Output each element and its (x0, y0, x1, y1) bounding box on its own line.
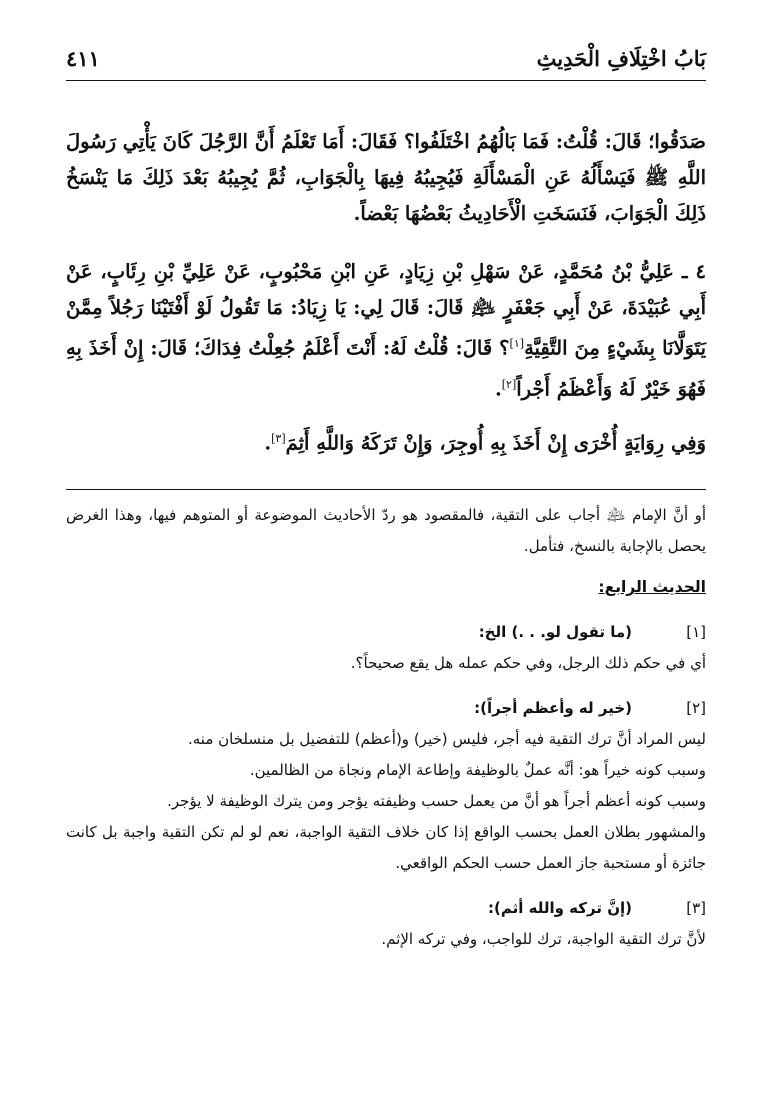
main-text (66, 124, 706, 462)
paragraph-3 (66, 421, 706, 462)
footnote-2-line: وسبب كونه أعظم أجراً هو أنَّ من يعمل حسب وظيفته يؤجر ومن يترك الوظيفة لا يؤجر. (167, 792, 706, 810)
footnote-2-number: [٢] (686, 699, 706, 717)
page-number: ٤١١ (66, 46, 100, 71)
footnote-ref-2[interactable]: [٢] (501, 377, 517, 391)
footnote-1 (66, 617, 706, 679)
footnote-3-number: [٣] (686, 899, 706, 917)
footnote-ref-1[interactable]: [١] (509, 337, 525, 350)
footnote-ref-3[interactable]: [٣] (271, 432, 286, 445)
footnote-3-line: لأنَّ ترك التقية الواجبة، ترك للواجب، وفي تركه الإثم. (381, 930, 706, 948)
footnotes (66, 500, 706, 955)
footnote-2 (66, 693, 706, 879)
paragraph-2-text-a: ٤ ـ عَلِيُّ بْنُ مُحَمَّدٍ، عَنْ سَهْلِ بْنِ زِيَادٍ، عَنِ ابْنِ مَحْبُوبٍ، عَنْ عَلِيِّ بْنِ رِئَابٍ، عَنْ أَبِي عُبَيْدَةَ، عَنْ أَبِي جَعْفَرٍ ﵇ قَالَ: قَالَ لِي: يَا زِيَادُ: مَا تَقُولُ لَوْ أَفْتَيْنَا رَجُلاً مِمَّنْ يَتَوَلَّانَا بِشَيْءٍ مِنَ التَّقِيَّةِ (66, 260, 706, 360)
footnote-1-head (66, 617, 706, 648)
paragraph-2 (66, 254, 706, 407)
footnote-intro: أو أنَّ الإمام ﵇ أجاب على التقية، فالمقصود هو ردّ الأحاديث الموضوعة أو المتوهم فيها، وهذا الغرض يحصل بالإجابة بالنسخ، فتأمل. (66, 506, 706, 555)
footnote-2-line: ليس المراد أنَّ ترك التقية فيه أجر، فليس (خير) و(أعظم) للتفضيل بل منسلخان منه. (188, 730, 706, 748)
footnote-3-head (66, 893, 706, 924)
paragraph-3-text-b: . (264, 431, 272, 455)
footnote-1-line: أي في حكم ذلك الرجل، وفي حكم عمله هل يقع صحيحاً؟. (350, 654, 706, 672)
footnote-3-label: (إنَّ تركه والله أثم): (488, 899, 632, 917)
footnote-2-line: والمشهور بطلان العمل بحسب الواقع إذا كان خلاف التقية الواجبة، نعم لو لم تكن التقية واجبة بل كانت جائزة أو مستحبة جاز العمل حسب الحكم الواقعي. (66, 823, 706, 872)
footnote-2-label: (خير له وأعظم أجراً): (474, 699, 632, 717)
paragraph-2-text-c: . (494, 377, 502, 400)
paragraph-2-text-b: ؟ قَالَ: قُلْتُ لَهُ: أَنْتَ أَعْلَمُ جُعِلْتُ فِدَاكَ؛ قَالَ: إِنْ أَخَذَ بِهِ فَهُوَ خَيْرٌ لَهُ وَأَعْظَمُ أَجْراً (66, 336, 706, 400)
footnote-2-head (66, 693, 706, 724)
chapter-title: بَابُ اخْتِلَافِ الْحَدِيثِ (536, 46, 706, 71)
page-header (66, 42, 706, 81)
footnote-1-label: (ما تقول لو. . .) الخ: (478, 623, 632, 641)
paragraph-3-text-a: وَفِي رِوَايَةٍ أُخْرَى إِنْ أَخَذَ بِهِ أُوجِرَ، وَإِنْ تَرَكَهُ وَاللَّهِ أَثِمَ (285, 431, 706, 455)
footnote-3 (66, 893, 706, 955)
footnote-2-line: وسبب كونه خيراً هو: أنَّه عملٌ بالوظيفة وإطاعة الإمام ونجاة من الظالمين. (249, 761, 706, 779)
section-heading: الحديث الرابع: (598, 578, 706, 596)
paragraph-1: صَدَقُوا؛ قَالَ: قُلْتُ: فَمَا بَالُهُمُ اخْتَلَفُوا؟ فَقَالَ: أَمَا تَعْلَمُ أَنَّ الرَّجُلَ كَانَ يَأْتِي رَسُولَ اللَّهِ ﷺ فَيَسْأَلُهُ عَنِ الْمَسْأَلَةِ فَيُجِيبُهُ فِيهَا بِالْجَوَابِ، ثُمَّ يُجِيبُهُ بَعْدَ ذَلِكَ مَا يَنْسَخُ ذَلِكَ الْجَوَابَ، فَنَسَخَتِ الْأَحَادِيثُ بَعْضُهَا بَعْضاً. (66, 130, 706, 225)
footnote-divider (66, 489, 706, 490)
footnote-1-number: [١] (686, 623, 706, 641)
